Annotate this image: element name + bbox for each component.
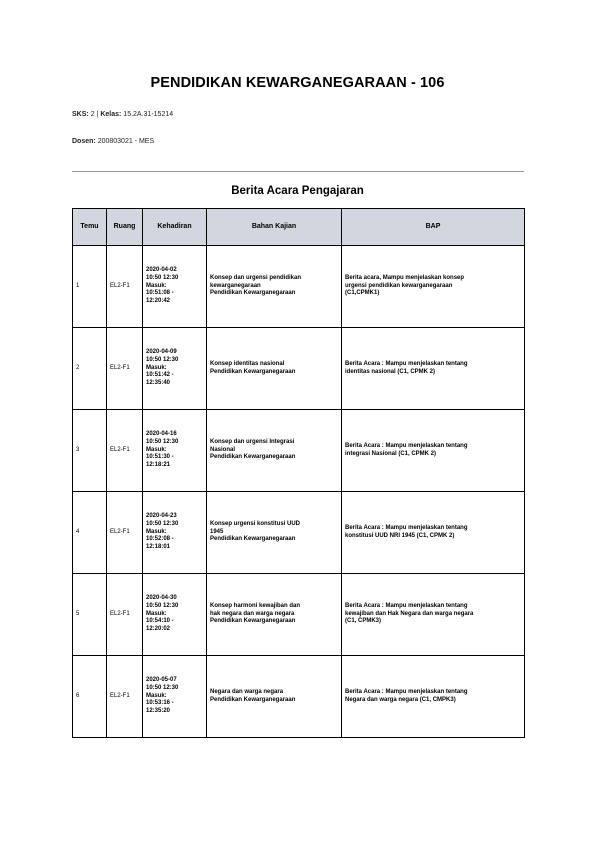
table-row bbox=[73, 574, 525, 656]
kehadiran-line: 12:20:02 bbox=[146, 626, 171, 633]
bahan-line: Pendidikan Kewarganegaraan bbox=[210, 368, 296, 375]
cell-bahan-kajian bbox=[207, 328, 342, 410]
bahan-line: 1945 bbox=[210, 528, 224, 535]
bahan-line: Pendidikan Kewarganegaraan bbox=[210, 536, 296, 543]
kehadiran-line: 10:51:42 - bbox=[146, 372, 174, 379]
column-header-kehadiran: Kehadiran bbox=[143, 209, 207, 246]
cell-temu: 1 bbox=[73, 246, 107, 328]
cell-bap bbox=[342, 656, 525, 738]
cell-temu: 6 bbox=[73, 656, 107, 738]
bahan-line: Nasional bbox=[210, 446, 236, 453]
kehadiran-line: 10:54:10 - bbox=[146, 618, 174, 625]
divider bbox=[72, 171, 524, 172]
cell-kehadiran bbox=[143, 492, 207, 574]
bap-line: integrasi Nasional (C1, CPMK 2) bbox=[345, 450, 437, 457]
kehadiran-line: 10:50 12:30 bbox=[146, 274, 179, 281]
bahan-line: Konsep identitas nasional bbox=[210, 360, 285, 367]
bap-line: Berita acara, Mampu menjelaskan konsep bbox=[345, 274, 465, 281]
bap-table bbox=[72, 208, 525, 738]
cell-kehadiran bbox=[143, 574, 207, 656]
cell-kehadiran bbox=[143, 410, 207, 492]
kehadiran-line: 10:50 12:30 bbox=[146, 520, 179, 527]
kehadiran-line: Masuk: bbox=[146, 528, 167, 535]
bap-line: (C1,CPMK1) bbox=[345, 290, 380, 297]
kehadiran-line: 12:35:40 bbox=[146, 380, 171, 387]
meta-separator: | bbox=[96, 111, 99, 118]
kehadiran-line: 2020-04-09 bbox=[146, 349, 177, 355]
kehadiran-line: 2020-04-16 bbox=[146, 431, 177, 437]
kehadiran-line: 10:51:08 - bbox=[146, 290, 174, 297]
kehadiran-line: 2020-05-07 bbox=[146, 677, 177, 683]
cell-bap bbox=[342, 492, 525, 574]
column-header-temu: Temu bbox=[73, 209, 107, 246]
kehadiran-line: 10:50 12:30 bbox=[146, 684, 179, 691]
cell-temu: 5 bbox=[73, 574, 107, 656]
kehadiran-line: Masuk: bbox=[146, 610, 167, 617]
cell-ruang: EL2-F1 bbox=[107, 328, 143, 410]
bap-line: Berita Acara : Mampu menjelaskan tentang bbox=[345, 524, 468, 531]
cell-bahan-kajian bbox=[207, 246, 342, 328]
bahan-line: Konsep urgensi konstitusi UUD bbox=[210, 520, 301, 527]
bap-line: konstitusi UUD NRI 1945 (C1, CPMK 2) bbox=[345, 532, 455, 539]
kehadiran-line: Masuk: bbox=[146, 282, 167, 289]
column-header-bap: BAP bbox=[342, 209, 525, 246]
bap-line: identitas nasional (C1, CPMK 2) bbox=[345, 368, 436, 375]
kelas-value: 15.2A.31-15214 bbox=[123, 111, 174, 118]
bahan-line: Konsep dan urgensi Integrasi bbox=[210, 438, 295, 445]
cell-kehadiran bbox=[143, 656, 207, 738]
kehadiran-line: Masuk: bbox=[146, 446, 167, 453]
kehadiran-line: 10:51:30 - bbox=[146, 454, 174, 461]
cell-kehadiran bbox=[143, 246, 207, 328]
column-header-ruang: Ruang bbox=[107, 209, 143, 246]
table-row bbox=[73, 656, 525, 738]
cell-ruang: EL2-F1 bbox=[107, 656, 143, 738]
bap-line: urgensi pendidikan kewarganegaraan bbox=[345, 282, 453, 289]
section-title: Berita Acara Pengajaran bbox=[231, 185, 364, 197]
cell-temu: 3 bbox=[73, 410, 107, 492]
cell-bahan-kajian bbox=[207, 656, 342, 738]
kehadiran-line: 12:35:20 bbox=[146, 708, 171, 715]
cell-ruang: EL2-F1 bbox=[107, 410, 143, 492]
bap-line: (C1, CPMK3) bbox=[345, 618, 382, 625]
lecturer-meta bbox=[72, 138, 154, 145]
bap-line: Berita Acara : Mampu menjelaskan tentang bbox=[345, 442, 468, 449]
bahan-line: Konsep harmoni kewajiban dan bbox=[210, 602, 301, 609]
bahan-line: Pendidikan Kewarganegaraan bbox=[210, 290, 296, 297]
cell-bap bbox=[342, 328, 525, 410]
kehadiran-line: 12:18:01 bbox=[146, 544, 171, 551]
course-meta bbox=[72, 111, 173, 118]
kehadiran-line: 12:18:21 bbox=[146, 462, 171, 469]
kehadiran-line: 2020-04-02 bbox=[146, 267, 177, 273]
cell-bahan-kajian bbox=[207, 410, 342, 492]
kelas-label: Kelas: bbox=[100, 111, 122, 118]
bahan-line: Pendidikan Kewarganegaraan bbox=[210, 618, 296, 625]
bahan-line: hak negara dan warga negara bbox=[210, 610, 295, 617]
cell-bahan-kajian bbox=[207, 492, 342, 574]
cell-temu: 4 bbox=[73, 492, 107, 574]
kehadiran-line: 2020-04-23 bbox=[146, 513, 177, 519]
kehadiran-line: Masuk: bbox=[146, 364, 167, 371]
cell-temu: 2 bbox=[73, 328, 107, 410]
kehadiran-line: 10:50 12:30 bbox=[146, 602, 179, 609]
kehadiran-line: 12:20:42 bbox=[146, 298, 171, 305]
kehadiran-line: Masuk: bbox=[146, 692, 167, 699]
table-body bbox=[73, 246, 525, 738]
cell-ruang: EL2-F1 bbox=[107, 246, 143, 328]
cell-ruang: EL2-F1 bbox=[107, 492, 143, 574]
bap-line: kewajiban dan Hak Negara dan warga negara bbox=[345, 610, 474, 617]
bap-line: Berita Acara : Mampu menjelaskan tentang bbox=[345, 602, 468, 609]
bap-line: Negara dan warga negara (C1, CMPK3) bbox=[345, 696, 456, 703]
cell-bap bbox=[342, 574, 525, 656]
cell-bahan-kajian bbox=[207, 574, 342, 656]
table-row bbox=[73, 492, 525, 574]
cell-kehadiran bbox=[143, 328, 207, 410]
table-header-row bbox=[73, 209, 525, 246]
bahan-line: Konsep dan urgensi pendidikan bbox=[210, 274, 302, 281]
kehadiran-line: 10:53:16 - bbox=[146, 700, 174, 707]
kehadiran-line: 10:52:08 - bbox=[146, 536, 174, 543]
cell-ruang: EL2-F1 bbox=[107, 574, 143, 656]
kehadiran-line: 10:50 12:30 bbox=[146, 438, 179, 445]
sks-value: 2 bbox=[90, 111, 95, 118]
bahan-line: kewarganegaraan bbox=[210, 282, 261, 289]
dosen-label: Dosen: bbox=[72, 138, 96, 145]
bahan-line: Pendidikan Kewarganegaraan bbox=[210, 454, 296, 461]
cell-bap bbox=[342, 246, 525, 328]
page-title: PENDIDIKAN KEWARGANEGARAAN - 106 bbox=[150, 75, 445, 91]
kehadiran-line: 2020-04-30 bbox=[146, 595, 177, 601]
bap-line: Berita Acara : Mampu menjelaskan tentang bbox=[345, 688, 468, 695]
dosen-value: 200803021 - MES bbox=[97, 138, 155, 145]
table-row bbox=[73, 410, 525, 492]
bahan-line: Pendidikan Kewarganegaraan bbox=[210, 696, 296, 703]
cell-bap bbox=[342, 410, 525, 492]
kehadiran-line: 10:50 12:30 bbox=[146, 356, 179, 363]
column-header-bahan-kajian: Bahan Kajian bbox=[207, 209, 342, 246]
table-row bbox=[73, 246, 525, 328]
bahan-line: Negara dan warga negara bbox=[210, 688, 284, 695]
sks-label: SKS: bbox=[72, 111, 89, 118]
bap-line: Berita Acara : Mampu menjelaskan tentang bbox=[345, 360, 468, 367]
table-row bbox=[73, 328, 525, 410]
